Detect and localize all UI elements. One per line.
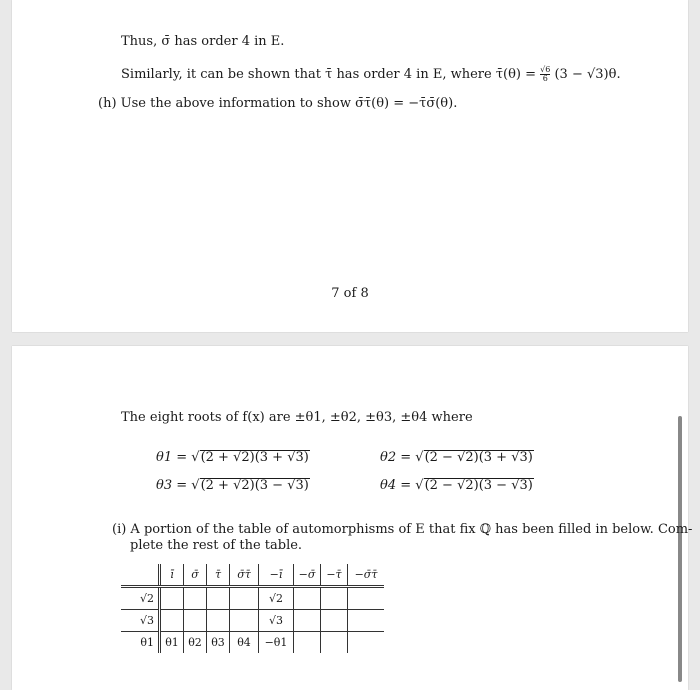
equation-theta3: θ3 = √(2 + √2)(3 − √3) — [156, 478, 309, 493]
table-header-cell: −σ̄ — [294, 564, 321, 587]
table-header-cell: −τ̄ — [321, 564, 348, 587]
table-cell — [321, 610, 348, 632]
table-header-cell: −σ̄τ̄ — [348, 564, 385, 587]
scrollbar[interactable] — [678, 416, 682, 682]
table-cell — [294, 610, 321, 632]
text-tau-order-post: (3 − √3)θ. — [554, 67, 621, 82]
table-cell: √3 — [259, 610, 294, 632]
table-cell — [294, 587, 321, 610]
table-cell — [348, 587, 385, 610]
theta2-lhs: θ2 = — [380, 450, 412, 465]
automorphism-table — [121, 564, 384, 653]
fraction-denominator: 6 — [542, 74, 548, 83]
theta3-rhs: (2 + √2)(3 − √3) — [200, 478, 309, 493]
table-cell — [321, 587, 348, 610]
text-part-i-line2: plete the rest of the table. — [130, 538, 303, 553]
table-header-cell: τ̄ — [207, 564, 230, 587]
table-cell: √3 — [121, 610, 160, 632]
document-page-7 — [12, 0, 688, 332]
table-cell — [184, 610, 207, 632]
table-header-row — [121, 564, 384, 587]
equation-theta2: θ2 = √(2 − √2)(3 + √3) — [380, 450, 533, 465]
theta4-rhs: (2 − √2)(3 − √3) — [424, 478, 533, 493]
text-tau-order — [121, 66, 621, 83]
text-sigma-order: Thus, σ̄ has order 4 in E. — [121, 34, 285, 49]
table-cell — [207, 610, 230, 632]
table-header-cell — [121, 564, 160, 587]
table-cell: θ2 — [184, 632, 207, 654]
fraction-numerator: √6 — [540, 65, 551, 74]
text-part-i-line1: (i) A portion of the table of automorphisms of E that fix ℚ has been filled in below. Com- — [112, 522, 693, 537]
table-row — [121, 587, 384, 610]
table-cell — [230, 587, 259, 610]
table-cell: √2 — [121, 587, 160, 610]
theta2-rhs: (2 − √2)(3 + √3) — [424, 450, 533, 465]
equation-theta4: θ4 = √(2 − √2)(3 − √3) — [380, 478, 533, 493]
table-cell — [184, 587, 207, 610]
theta3-lhs: θ3 = — [156, 478, 188, 493]
table-cell — [207, 587, 230, 610]
table-cell — [321, 632, 348, 654]
theta4-lhs: θ4 = — [380, 478, 412, 493]
table-header-cell: ī — [160, 564, 184, 587]
table-cell: √2 — [259, 587, 294, 610]
equation-theta1: θ1 = √(2 + √2)(3 + √3) — [156, 450, 309, 465]
text-tau-order-pre: Similarly, it can be shown that τ̄ has order 4 in E, where τ̄(θ) = — [121, 67, 537, 82]
table-cell — [348, 610, 385, 632]
table-cell: −θ1 — [259, 632, 294, 654]
table-cell: θ4 — [230, 632, 259, 654]
table-cell — [230, 610, 259, 632]
table-row — [121, 610, 384, 632]
table-cell: θ1 — [140, 636, 154, 649]
table-header-cell: σ̄τ̄ — [230, 564, 259, 587]
table-cell — [160, 587, 184, 610]
table-row — [121, 632, 384, 654]
table-cell — [348, 632, 385, 654]
text-roots-intro: The eight roots of f(x) are ±θ1, ±θ2, ±θ3, ±θ4 where — [121, 410, 473, 425]
theta1-lhs: θ1 = — [156, 450, 188, 465]
fraction-root6-over-6 — [540, 66, 550, 83]
document-page-8 — [12, 346, 693, 690]
table-cell — [294, 632, 321, 654]
table-header-cell: −ī — [259, 564, 294, 587]
table-header-cell: σ̄ — [184, 564, 207, 587]
page-number: 7 of 8 — [331, 286, 369, 301]
table-cell: θ1 — [160, 632, 184, 654]
text-part-h: (h) Use the above information to show σ̄τ̄(θ) = −τ̄σ̄(θ). — [98, 96, 458, 111]
theta1-rhs: (2 + √2)(3 + √3) — [200, 450, 309, 465]
table-cell — [160, 610, 184, 632]
table-cell: θ3 — [207, 632, 230, 654]
